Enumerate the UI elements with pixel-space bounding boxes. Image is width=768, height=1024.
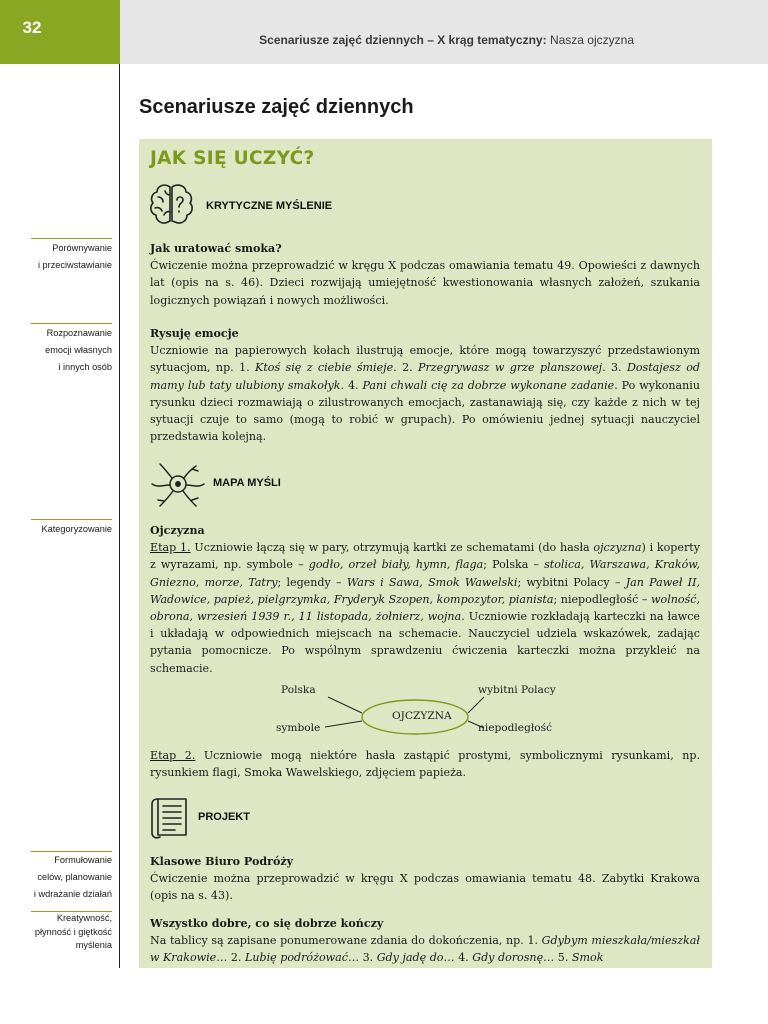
emocje-text — [150, 344, 700, 443]
ojczyzna-term: ojczyzna — [593, 541, 642, 555]
biuro-title: Klasowe Biuro Podróży — [150, 855, 294, 868]
koniec-paragraph — [150, 915, 700, 967]
ojczyzna-title: Ojczyzna — [150, 524, 205, 537]
ojczyzna-paragraph — [150, 522, 700, 677]
koniec-example: Gdy dorosnę… — [472, 951, 555, 965]
page-number — [0, 0, 120, 64]
ojczyzna-term: Wars i Sawa, Smok Wawelski — [346, 575, 518, 589]
mind-map-icon — [148, 454, 208, 514]
sidebar-note-line: Kategoryzowanie — [41, 524, 112, 534]
ojczyzna-text-part: ; Polska – — [483, 558, 545, 572]
emocje-text-part: . 2. — [393, 361, 419, 375]
koniec-example: Gdy jadę do… — [376, 951, 455, 965]
sidebar-note-planning — [34, 852, 112, 903]
emocje-example: Pani chwali cię za dobrze wykonane zadanie — [362, 378, 615, 392]
ojczyzna-text — [150, 541, 700, 674]
project-scroll-icon — [150, 795, 190, 841]
section-label-critical-thinking: KRYTYCZNE MYŚLENIE — [206, 200, 333, 212]
ojczyzna-text-part: . Uczniowie rozkładają karteczki na ławce i układają w odpowiednich miejscach na schemacie. Nauczyciel udziela wskazówek, zadając pytania pomocnicze. Po wspólnym sprawdzeniu ćwiczenia karteczki można przykleić na schemacie. — [150, 610, 700, 675]
ojczyzna-term: Jan Paweł II, Wadowice, papież, pielgrzymka, Fryderyk Szopen, kompozytor, pianista — [150, 575, 700, 606]
sidebar-note-line: celów, planowanie — [37, 872, 112, 882]
koniec-text-part: 5. — [554, 951, 572, 965]
sidebar-note-comparing — [38, 240, 112, 274]
koniec-text — [150, 934, 700, 964]
sidebar-note-line: Porównywanie — [52, 243, 112, 253]
biuro-text: Ćwiczenie można przeprowadzić w kręgu X podczas omawiania tematu 48. Zabytki Krakowa (opis na s. 43). — [150, 872, 700, 903]
margin-rule — [119, 64, 120, 968]
sidebar-note-line: płynność i giętkość — [34, 926, 112, 937]
sidebar-note-line: emocji własnych — [45, 345, 112, 355]
sidebar-note-creativity — [35, 912, 112, 953]
koniec-title: Wszystko dobre, co się dobrze kończy — [150, 917, 384, 930]
ojczyzna-text-part: ; legendy – — [277, 575, 347, 589]
smok-paragraph — [150, 240, 700, 309]
sidebar-note-line: myślenia — [75, 940, 112, 950]
koniec-text-part: 2. — [227, 951, 245, 965]
sidebar-note-line: i innych osób — [58, 362, 112, 372]
emocje-title: Rysuję emocje — [150, 327, 239, 340]
sidebar-note-line: i wdrażanie działań — [33, 889, 112, 899]
koniec-text-part: Na tablicy są zapisane ponumerowane zdania do dokończenia, np. 1. — [150, 934, 542, 948]
box-title: JAK SIĘ UCZYĆ? — [150, 148, 315, 169]
brain-icon — [148, 181, 196, 231]
sidebar-note-emotions — [45, 325, 112, 376]
running-head-bold: Scenariusze zajęć dziennych – X krąg tematyczny: — [259, 33, 547, 47]
sidebar-note-line: Formułowanie — [54, 855, 112, 865]
step-2-label: Etap 2. — [150, 749, 196, 762]
step-1-label: Etap 1. — [150, 541, 191, 555]
ojczyzna-step2-text: Uczniowie mogą niektóre hasła zastąpić prostymi, symbolicznymi rysunkami, np. rysunkiem flagi, Smoka Wawelskiego, zdjęciem papieża. — [150, 749, 700, 780]
diagram-label-niepodleglosc: niepodległość — [478, 722, 553, 734]
smok-text: Ćwiczenie można przeprowadzić w kręgu X podczas omawiania tematu 49. Opowieści z dawnych lat (opis na s. 46). Dzieci rozwijają umiejętność kwestionowania własnych założeń, szukania logicznych powiązań i nowych możliwości. — [150, 259, 700, 307]
koniec-example: Smok — [571, 951, 604, 965]
ojczyzna-term: godło, orzeł biały, hymn, flaga — [308, 558, 484, 572]
ojczyzna-term: wolność, obrona, wrzesień 1939 r., 11 listopada, żołnierz, wojna — [150, 592, 700, 624]
running-head — [259, 33, 634, 47]
diagram-label-symbole: symbole — [276, 722, 321, 734]
koniec-text-part: 3. — [359, 951, 377, 965]
sidebar-rule — [31, 519, 112, 520]
ojczyzna-text-part: Uczniowie łączą się w pary, otrzymują kartki ze schematami (do hasła — [190, 541, 594, 555]
emocje-text-part: . 3. — [602, 361, 627, 375]
emocje-example: Dostajesz od mamy lub taty ulubiony smakołyk — [150, 361, 700, 392]
koniec-text-part: 4. — [454, 951, 473, 965]
sidebar-note-line: Kreatywność, — [56, 913, 112, 923]
emocje-text-part: . 4. — [340, 378, 363, 392]
emocje-example: Przegrywasz w grze planszowej — [418, 361, 603, 375]
ojczyzna-step2-paragraph — [150, 747, 700, 781]
page-title: Scenariusze zajęć dziennych — [139, 96, 414, 118]
emocje-example: Ktoś się z ciebie śmieje — [255, 361, 394, 375]
ojczyzna-text-part: ) i koperty z wyrazami, np. symbole – — [150, 541, 700, 572]
biuro-paragraph — [150, 853, 700, 905]
section-label-project: PROJEKT — [198, 811, 250, 823]
diagram-label-polska: Polska — [281, 684, 316, 696]
koniec-example: Lubię podróżować… — [244, 951, 360, 965]
smok-title: Jak uratować smoka? — [150, 242, 282, 255]
emocje-text-part: Uczniowie na papierowych kołach ilustrują emocje, które mogą towarzyszyć przedstawionym sytuacjom, np. 1. — [150, 344, 700, 375]
sidebar-note-line: Rozpoznawanie — [46, 328, 112, 338]
diagram-label-wybitni-polacy: wybitni Polacy — [478, 684, 556, 696]
diagram-center-label: OJCZYZNA — [392, 710, 452, 722]
ojczyzna-text-part: ; niepodległość – — [553, 592, 652, 606]
ojczyzna-term: stolica, Warszawa, Kraków, Gniezno, morze, Tatry — [150, 558, 701, 589]
running-head-topic: Nasza ojczyzna — [549, 33, 634, 47]
section-label-mind-map: MAPA MYŚLI — [213, 477, 281, 489]
page-number-text: 32 — [22, 18, 42, 37]
ojczyzna-diagram — [270, 680, 580, 740]
koniec-example: Gdybym mieszkała/mieszkał w Krakowie… — [150, 934, 700, 965]
emocje-paragraph — [150, 325, 700, 445]
sidebar-rule — [31, 323, 112, 324]
sidebar-note-categorizing — [42, 521, 112, 538]
sidebar-rule — [31, 238, 112, 239]
ojczyzna-text-part: ; wybitni Polacy – — [517, 575, 626, 589]
emocje-text-part: . Po wykonaniu rysunku dzieci rozmawiają o zilustrowanych emocjach, zastanawiają się, czy każde z nich w tej sytuacji czuje to samo (mogą to robić w grupach). Po omówieniu jednej sytuacji nauczyciel przedstawia kolejną. — [150, 378, 700, 444]
sidebar-note-line: i przeciwstawianie — [37, 260, 112, 270]
